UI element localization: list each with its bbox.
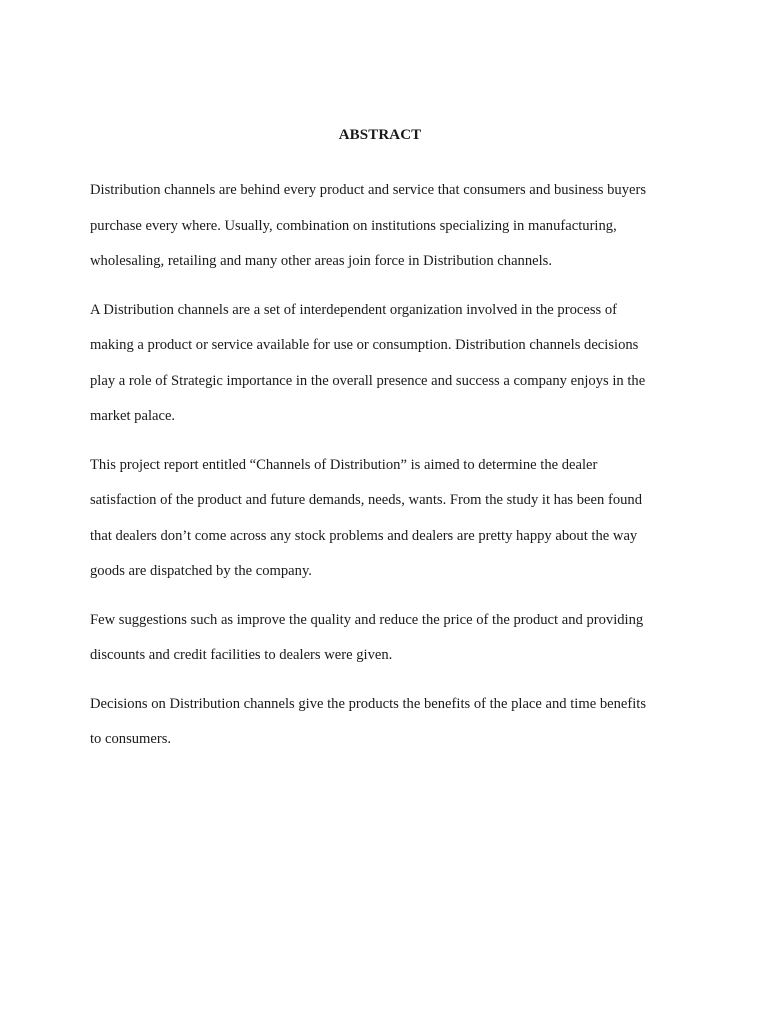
- paragraph-3: [90, 448, 670, 590]
- paragraph-line: market palace.: [90, 408, 176, 424]
- paragraph-5: [90, 687, 670, 758]
- paragraph-line: that dealers don’t come across any stock problems and dealers are pretty happy about the way: [90, 527, 638, 544]
- paragraph-line: to consumers.: [90, 731, 172, 747]
- paragraph-line: Few suggestions such as improve the quality and reduce the price of the product and providing: [90, 611, 644, 628]
- paragraph-line: satisfaction of the product and future demands, needs, wants. From the study it has been found: [90, 492, 643, 508]
- page-title: ABSTRACT: [338, 127, 422, 143]
- paragraph-line: making a product or service available for use or consumption. Distribution channels decisions: [90, 337, 639, 353]
- paragraph-line: play a role of Strategic importance in the overall presence and success a company enjoys in the: [90, 372, 646, 389]
- paragraph-2: [90, 293, 670, 435]
- paragraph-line: wholesaling, retailing and many other areas join force in Distribution channels.: [90, 253, 553, 269]
- paragraph-line: A Distribution channels are a set of interdependent organization involved in the process of: [90, 301, 617, 318]
- paragraph-line: Distribution channels are behind every product and service that consumers and business buyers: [90, 182, 647, 198]
- paragraph-line: Decisions on Distribution channels give the products the benefits of the place and time benefits: [90, 695, 647, 712]
- paragraph-4: [90, 603, 670, 674]
- paragraph-line: This project report entitled “Channels of Distribution” is aimed to determine the dealer: [90, 456, 598, 473]
- paragraph-1: [90, 173, 670, 280]
- paragraph-line: purchase every where. Usually, combination on institutions specializing in manufacturing,: [90, 217, 617, 234]
- paragraph-line: goods are dispatched by the company.: [90, 563, 312, 579]
- paragraph-line: discounts and credit facilities to dealers were given.: [90, 647, 393, 663]
